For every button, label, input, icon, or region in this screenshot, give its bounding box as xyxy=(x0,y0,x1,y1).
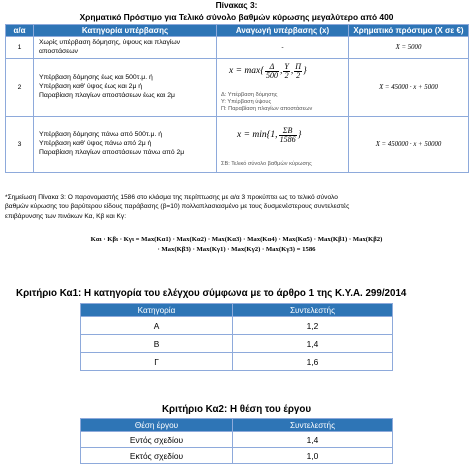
row-location: Εντός σχεδίου xyxy=(81,432,233,448)
category-line: Υπέρβαση δόμησης έως και 500τ.μ. ή xyxy=(39,74,153,82)
fraction-numerator: Π xyxy=(295,62,301,71)
row-id: 2 xyxy=(6,59,34,117)
table-row xyxy=(6,117,469,173)
row-reduction xyxy=(217,59,349,117)
fraction-numerator: Υ xyxy=(284,62,289,71)
formula-suffix: } xyxy=(297,130,302,141)
fraction-denominator: 2 xyxy=(284,71,289,80)
table-row xyxy=(6,37,469,59)
header-fine: Χρηματικό πρόστιμο (X σε €) xyxy=(349,25,469,37)
category-line: Παραβίαση πλαγίων αποστάσεων έως και 2μ xyxy=(39,91,175,99)
row-fine: X = 450000 · x + 50000 xyxy=(349,117,469,173)
note-line: *Σημείωση Πίνακα 3: Ο παρονομαστής 1586 στο κλάσμα της περίπτωσης με α/α 3 προκύπτει ως το τελικό σύνολο xyxy=(5,194,338,201)
row-category: Α xyxy=(81,317,233,335)
equation-line: Kαι · Kβι · Kγι = Max(Kα1) · Max(Kα2) · Max(Kα3) · Max(Kα4) · Max(Kα5) · Max(Kβ1) · Max(Kβ2) xyxy=(90,236,383,243)
fraction xyxy=(279,127,297,144)
table3-title: Χρηματικό Πρόστιμο για Τελικό σύνολο βαθμών κύρωσης μεγαλύτερο από 400 xyxy=(79,12,394,22)
criterion2-table xyxy=(80,418,393,464)
fraction-denominator: 500 xyxy=(266,71,279,80)
fraction-denominator: 1586 xyxy=(279,135,296,144)
formula-legend xyxy=(221,161,312,168)
header-reduction: Αναγωγή υπέρβασης (x) xyxy=(217,25,349,37)
category-line: Παραβίαση πλαγίων αποστάσεων πάνω από 2μ xyxy=(39,148,185,156)
note-line: επιβάρυνσης των πινάκων Κα, Κβ και Κγ: xyxy=(5,213,127,220)
formula-legend xyxy=(221,92,312,114)
header-coefficient: Συντελεστής xyxy=(233,419,393,432)
table-row xyxy=(81,448,393,464)
fraction xyxy=(283,63,289,80)
formula-prefix: x = max{ xyxy=(229,66,265,77)
header-id: α/α xyxy=(6,25,34,37)
formula-suffix: } xyxy=(303,66,307,77)
criterion2-header xyxy=(81,419,393,432)
row-location: Εκτός σχεδίου xyxy=(81,448,233,464)
legend-line: ΣΒ: Τελικό σύνολο βαθμών κύρωσης xyxy=(221,161,312,167)
table3-title-number: Πίνακας 3: xyxy=(215,0,258,10)
category-line: Υπέρβαση δόμησης πάνω από 500τ.μ. ή xyxy=(39,131,163,139)
row-fine: X = 5000 xyxy=(349,37,469,59)
equation-line: · Max(Kβ3) · Max(Kγ1) · Max(Kγ2) · Max(Kγ3) = 1586 xyxy=(157,246,316,253)
fraction xyxy=(265,63,279,80)
table-row xyxy=(81,353,393,371)
category-line: Υπέρβαση καθ' ύψος πάνω από 2μ ή xyxy=(39,140,152,148)
category-line: Χωρίς υπέρβαση δόμησης, ύψους και πλαγίων xyxy=(39,38,181,46)
fine-table-header xyxy=(6,25,469,37)
row-coefficient: 1,4 xyxy=(233,335,393,353)
row-coefficient: 1,2 xyxy=(233,317,393,335)
row-coefficient: 1,0 xyxy=(233,448,393,464)
table-row xyxy=(81,432,393,448)
table-row xyxy=(6,59,469,117)
row-category xyxy=(34,59,217,117)
row-fine: X = 45000 · x + 5000 xyxy=(349,59,469,117)
row-reduction xyxy=(217,117,349,173)
row-category: Β xyxy=(81,335,233,353)
reduction-formula: x = max{ $\frac{\Delta}{500}$ , $\frac{\Upsilon}{2}$ , $\frac{\Pi}{2}$ } xyxy=(229,62,307,80)
table-row xyxy=(81,335,393,353)
row-id: 1 xyxy=(6,37,34,59)
fine-table xyxy=(5,24,469,173)
row-category xyxy=(34,37,217,59)
fraction xyxy=(294,63,302,80)
note-line: βαθμών κύρωσης του βαρύτερου είδους παράβασης (β=10) πολλαπλασιασμένο με τους δυσμενέστερους συντελεστές xyxy=(5,203,350,210)
header-coefficient: Συντελεστής xyxy=(233,304,393,317)
row-category: Γ xyxy=(81,353,233,371)
header-category: Κατηγορία xyxy=(81,304,233,317)
criterion2-title: Κριτήριο Κα2: Η θέση του έργου xyxy=(161,404,312,415)
fraction-numerator: Δ xyxy=(265,63,279,72)
row-category xyxy=(34,117,217,173)
table-row xyxy=(81,317,393,335)
row-coefficient: 1,4 xyxy=(233,432,393,448)
fraction-numerator: ΣΒ xyxy=(279,127,297,136)
reduction-formula xyxy=(237,127,301,144)
criterion1-header xyxy=(81,304,393,317)
legend-line: Π: Παραβίαση πλαγίων αποστάσεων xyxy=(221,106,313,113)
header-location: Θέση έργου xyxy=(81,419,233,432)
row-coefficient: 1,6 xyxy=(233,353,393,371)
row-reduction: - xyxy=(217,37,349,59)
row-id: 3 xyxy=(6,117,34,173)
criterion1-title: Κριτήριο Κα1: Η κατηγορία του ελέγχου σύμφωνα με το άρθρο 1 της Κ.Υ.Α. 299/2014 xyxy=(16,288,407,299)
criterion1-table xyxy=(80,303,393,371)
formula-prefix: x = min{1, xyxy=(237,130,278,141)
header-category: Κατηγορία υπέρβασης xyxy=(34,25,217,37)
fraction-denominator: 2 xyxy=(296,71,301,80)
legend-line: Υ: Υπέρβαση ύψους xyxy=(221,99,272,106)
category-line: Υπέρβαση καθ' ύψος έως και 2μ ή xyxy=(39,83,143,91)
legend-line: Δ: Υπέρβαση δόμησης xyxy=(221,92,278,98)
category-line: αποστάσεων xyxy=(39,47,78,55)
